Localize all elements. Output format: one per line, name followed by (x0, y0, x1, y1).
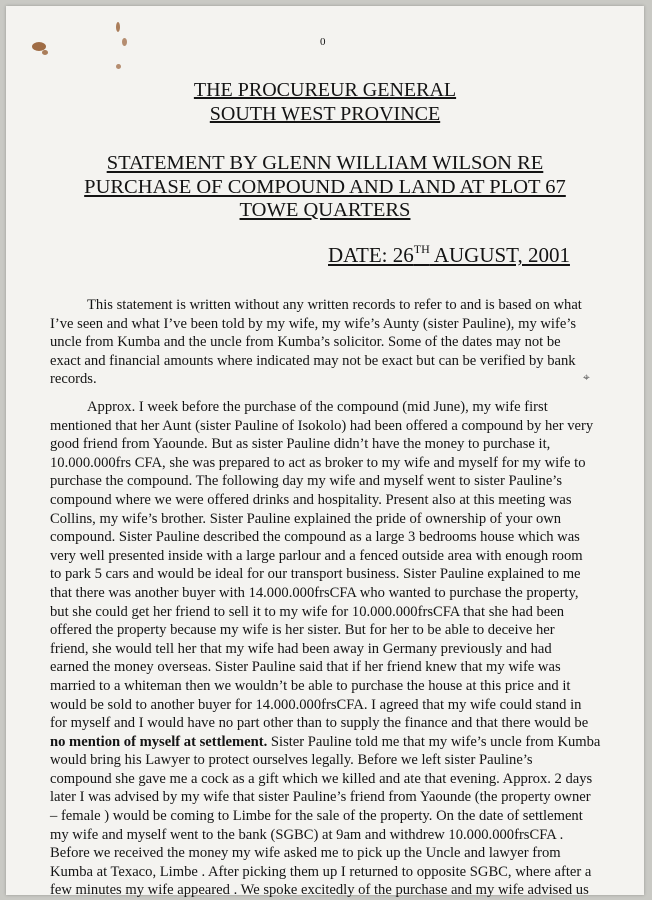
text-line: for myself and I would have no part other than to supply the finance and that there would be (50, 715, 589, 732)
bold-phrase: no mention of myself at settlement. (50, 733, 268, 750)
statement-title (6, 152, 644, 223)
text-line: few minutes my wife appeared . We spoke excitedly of the purchase and my wife advised us (50, 882, 589, 899)
text-line: married to a whiteman then we wouldn’t be able to purchase the house at this price and it (50, 677, 571, 694)
text-line: but she could get her friend to sell it to my wife for 10.000.000frsCFA that she had been (50, 603, 565, 620)
text-line: I’ve seen and what I’ve been told by my wife, my wife’s Aunty (sister Pauline), my wife’s (50, 315, 577, 332)
text-line: friend, she would tell her that my wife had been away in Germany previously and had (50, 640, 552, 657)
text-line: compound she gave me a cock as a gift which we killed and ate that evening. Approx. 2 days (50, 770, 593, 787)
text-line: very well presented inside with a large parlour and a fenced outside area with enough room (50, 547, 583, 564)
text-line: Before we received the money my wife asked me to pick up the Uncle and lawyer from (50, 845, 561, 862)
addressee-line: THE PROCUREUR GENERAL (193, 79, 457, 101)
page-number: 0 (320, 36, 326, 48)
text-line: uncle from Kumba and the uncle from Kumba’s solicitor. Some of the dates may not be (50, 334, 561, 351)
text-line: earned the money overseas. Sister Pauline said that if her friend knew that my wife was (50, 659, 561, 676)
text-line: Collins, my wife’s brother. Sister Pauline explained the pride of ownership of your own (50, 510, 562, 527)
title-line: PURCHASE OF COMPOUND AND LAND AT PLOT 67 (84, 175, 566, 198)
document-page (6, 6, 644, 899)
text-line: records. (50, 371, 97, 388)
text-line: Kumba at Texaco, Limbe . After picking them up I returned to opposite SGBC, where after a (50, 863, 592, 880)
text-line: would bring his Lawyer to protect ourselves legally. Before we left sister Pauline’s (50, 752, 533, 769)
text-line: good friend from Yaounde. But as sister Pauline didn’t have the money to purchase it, (50, 436, 551, 453)
text-line: 10.000.000frs CFA, she was prepared to act as broker to my wife and myself for my wife to (50, 454, 586, 471)
addressee-line: SOUTH WEST PROVINCE (209, 103, 441, 125)
stain-mark (116, 64, 121, 69)
text-line: This statement is written without any written records to refer to and is based on what (87, 297, 582, 313)
margin-mark: ⌖ (583, 370, 590, 384)
paragraph-intro (50, 296, 614, 389)
stain-mark (42, 50, 48, 55)
text-line: purchase the compound. The following day my wife and myself went to sister Pauline’s (50, 473, 563, 490)
text-line: mentioned that her Aunt (sister Pauline of Isokolo) had been offered a compound by her very (50, 417, 594, 434)
date-prefix: DATE: 26 (328, 243, 414, 267)
text-line: compound where we were offered drinks and hospitality. Present also at this meeting was (50, 491, 572, 508)
text-line: offered the property because my wife is her sister. But for her to be able to deceive her (50, 622, 555, 639)
text-line: compound. Sister Pauline described the compound as a large 3 bedrooms house which was (50, 529, 580, 546)
paragraph-account (50, 398, 614, 900)
title-line: STATEMENT BY GLENN WILLIAM WILSON RE (106, 152, 544, 174)
line-remainder: Sister Pauline told me that my wife’s uncle from Kumba (267, 733, 601, 750)
date-ordinal: TH (413, 242, 430, 256)
stain-mark (116, 22, 120, 32)
text-line: exact and financial amounts where indicated may not be exact but can be verified by bank (50, 352, 576, 369)
text-line: Approx. I week before the purchase of the compound (mid June), my wife first (87, 399, 548, 415)
text-line: my wife and myself went to the bank (SGBC) at 9am and withdrew 10.000.000frsCFA . (50, 826, 564, 843)
statement-date (328, 242, 570, 268)
addressee-block (6, 78, 644, 126)
text-line: would be sold to another buyer for 14.000.000frsCFA. I agreed that my wife could stand in (50, 696, 582, 713)
stain-mark (122, 38, 127, 46)
text-line: – female ) would be coming to Limbe for the sale of the property. On the date of settlement (50, 808, 583, 825)
text-line: to park 5 cars and would be ideal for our transport business. Sister Pauline explained to me (50, 566, 581, 583)
text-line: that there was another buyer with 14.000.000frsCFA who wanted to purchase the property, (50, 584, 579, 601)
date-suffix: AUGUST, 2001 (429, 243, 570, 267)
text-line: later I was advised by my wife that sister Pauline’s friend from Yaounde (the property owner (50, 789, 591, 806)
text-line (50, 733, 614, 752)
title-line: TOWE QUARTERS (239, 199, 411, 221)
